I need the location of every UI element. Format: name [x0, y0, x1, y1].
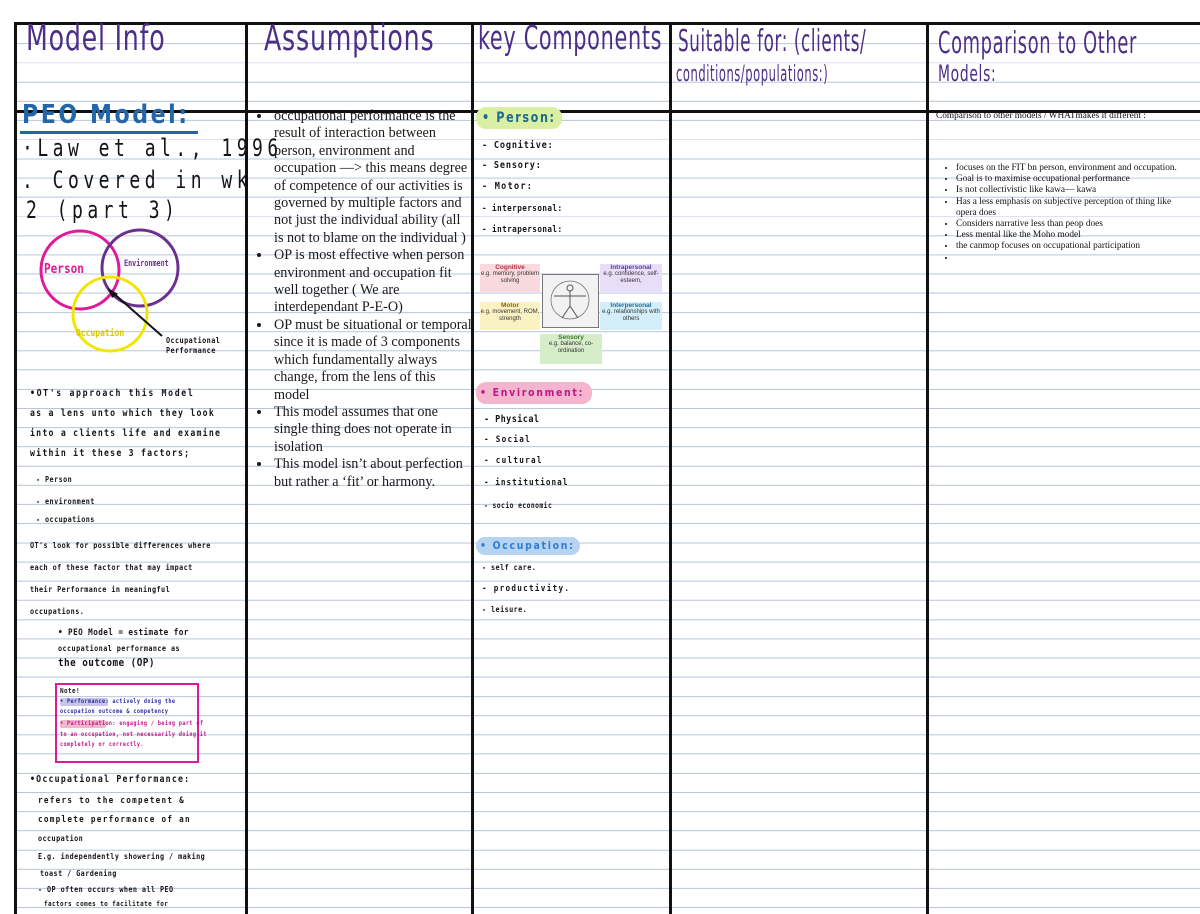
- venn-label-environment: Environment: [124, 259, 169, 269]
- note-box-line: completely or correctly.: [60, 741, 144, 748]
- assumption-item: • OP must be situational or temporal since it is made of 3 components which fundamentally always change, from the lens of this model: [272, 317, 472, 404]
- header-suitable-line-2: conditions/populations:): [676, 62, 829, 87]
- comparison-item: • Is not collectivistic like kawa— kawa: [956, 185, 1182, 196]
- person-item: - Cognitive:: [482, 140, 554, 151]
- header-model-info: Model Info: [26, 18, 166, 59]
- note-box-line: • Performance: actively doing the: [60, 698, 176, 705]
- person-label: • Person:: [482, 110, 556, 126]
- handwritten-note: into a clients life and examine: [30, 428, 222, 439]
- header-comparison-line-1: Comparison to Other: [938, 26, 1137, 61]
- handwritten-note: refers to the competent &: [38, 796, 186, 806]
- covered-note-line-2: 2 (part 3): [26, 196, 180, 224]
- handwritten-note: - Person: [36, 475, 73, 484]
- comparison-item: • focuses on the FIT bn person, environment and occupation.: [956, 163, 1182, 174]
- assumption-item: • This model assumes that one single thing does not operate in isolation: [272, 404, 472, 456]
- diagram-desc: e.g. relationships with others: [602, 309, 660, 322]
- diagram-box-interpersonal: [600, 302, 662, 330]
- diagram-title: Sensory: [558, 334, 584, 341]
- comparison-item: [956, 253, 1182, 264]
- diagram-box-motor: [480, 302, 540, 330]
- occupation-item: - self care.: [482, 563, 537, 572]
- note-box-line: to an occupation, not necessarily doing it: [60, 731, 207, 738]
- venn-label-occupation: Occupation: [76, 328, 125, 339]
- occupation-item: - productivity.: [482, 584, 571, 594]
- diagram-box-intrapersonal: [600, 264, 662, 292]
- handwritten-note: occupational performance as: [58, 644, 181, 653]
- occupation-item: - leisure.: [482, 605, 528, 614]
- handwritten-note: each of these factor that may impact: [30, 563, 193, 572]
- comparison-item: • the canmop focuses on occupational participation: [956, 241, 1182, 252]
- handwritten-note: complete performance of an: [38, 815, 191, 825]
- environment-item: - cultural: [484, 456, 543, 466]
- diagram-box-sensory: [540, 334, 602, 364]
- header-suitable-line-1: Suitable for: (clients/: [678, 24, 867, 59]
- environment-item: - institutional: [484, 478, 569, 488]
- column-divider: [926, 22, 929, 914]
- header-comparison-line-2: Models:: [938, 62, 997, 87]
- environment-item: - Physical: [484, 414, 540, 425]
- column-divider: [14, 22, 17, 914]
- handwritten-note: toast / Gardening: [40, 869, 117, 878]
- peo-model-title: PEO Model:: [22, 100, 190, 130]
- column-divider: [669, 22, 672, 914]
- handwritten-note: occupation: [38, 834, 84, 843]
- person-item: - Motor:: [482, 181, 534, 192]
- environment-item: - Social: [484, 435, 532, 445]
- assumption-item: • OP is most effective when person environment and occupation fit well together ( We are interdependant P-E-O): [272, 247, 472, 317]
- diagram-desc: e.g. movement, ROM, strength: [480, 309, 540, 322]
- vitruvian-figure-icon: [548, 278, 592, 322]
- person-item: - interpersonal:: [482, 204, 563, 214]
- venn-pointer-label-1: Occupational: [166, 336, 221, 345]
- handwritten-note: the outcome (OP): [58, 656, 155, 669]
- assumption-item: • occupational performance is the result of interaction between person, environment and occupation —> this means degree of competence of our activities is governed by multiple factors and not just the individual ability (all is not to blame on the individual ): [272, 108, 472, 247]
- diagram-desc: e.g. confidence, self-esteem,: [603, 271, 659, 284]
- note-box-title: Note!: [60, 687, 81, 695]
- handwritten-note: - occupations: [36, 515, 95, 524]
- diagram-desc: e.g. memory, problem solving: [481, 271, 539, 284]
- diagram-title: Interpersonal: [610, 302, 652, 309]
- handwritten-note: • PEO Model = estimate for: [58, 628, 189, 638]
- citation: ·Law et al., 1996: [22, 134, 283, 162]
- handwritten-note: within it these 3 factors;: [30, 448, 191, 459]
- handwritten-note: •OT's approach this Model: [30, 388, 195, 399]
- header-key-components: key Components: [478, 18, 663, 57]
- diagram-title: Intrapersonal: [610, 264, 652, 271]
- assumption-item: • This model isn’t about perfection but rather a ‘fit’ or harmony.: [272, 456, 472, 491]
- comparison-item: • Goal is to maximise occupational performance: [956, 174, 1182, 185]
- diagram-title: Cognitive: [495, 264, 525, 271]
- diagram-box-cognitive: [480, 264, 540, 292]
- handwritten-note: E.g. independently showering / making: [38, 852, 206, 861]
- environment-item: - socio economic: [484, 501, 553, 510]
- handwritten-note: their Performance in meaningful: [30, 585, 171, 594]
- comparison-item: • Considers narrative less than peop does: [956, 219, 1182, 230]
- venn-label-person: Person: [44, 262, 84, 277]
- handwritten-note: OT's look for possible differences where: [30, 541, 211, 550]
- diagram-desc: e.g. balance, co-ordination: [548, 341, 594, 354]
- occupation-label: • Occupation:: [480, 539, 575, 552]
- comparison-list: [936, 163, 1182, 264]
- handwritten-note: occupations.: [30, 607, 85, 616]
- handwritten-note: factors comes to facilitate for: [44, 900, 169, 908]
- person-factors-diagram: [480, 264, 664, 368]
- person-item: - Sensory:: [482, 160, 542, 171]
- comparison-intro: Comparison to other models / WHATmakes it different :: [936, 111, 1146, 121]
- handwritten-note: •Occupational Performance:: [30, 774, 191, 785]
- handwritten-note: as a lens unto which they look: [30, 408, 216, 419]
- comparison-item: • Less mental like the Moho model: [956, 230, 1182, 241]
- covered-note-line-1: . Covered in wk: [22, 166, 253, 194]
- note-box-line: • Participation: engaging / being part of: [60, 720, 204, 727]
- handwritten-note: - OP often occurs when all PEO: [38, 885, 174, 894]
- assumptions-list: [252, 108, 472, 491]
- header-assumptions: Assumptions: [264, 18, 435, 59]
- comparison-item: • Has a less emphasis on subjective perception of thing like opera does: [956, 197, 1182, 219]
- handwritten-note: - environment: [36, 497, 95, 506]
- diagram-title: Motor: [500, 302, 520, 309]
- venn-pointer-label-2: Performance: [166, 346, 216, 355]
- person-item: - intrapersonal:: [482, 225, 563, 235]
- note-box-line: occupation outcome & competency: [60, 708, 169, 715]
- environment-label: • Environment:: [480, 386, 585, 399]
